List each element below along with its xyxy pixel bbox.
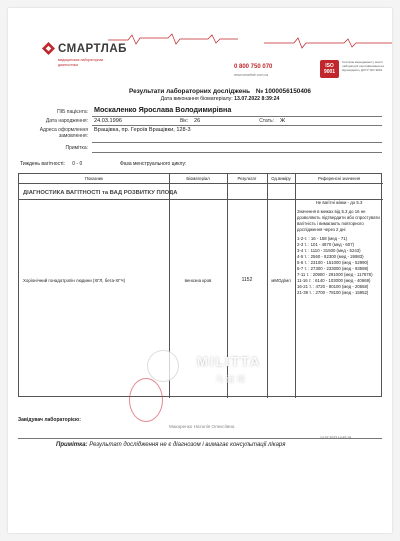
militta-logo-icon — [147, 350, 179, 382]
address-label: Адреса оформлення замовлення: — [39, 127, 88, 139]
col-header-unit: Од.виміру — [271, 176, 291, 181]
address-value: Вращівка, пр. Героїв Вращівки, 128-3 — [94, 127, 191, 133]
col-header-result: Результат — [237, 176, 257, 181]
reference-line: 6-7 т. : 27300 - 233000 (мед - 93598) — [297, 266, 369, 271]
dob-value: 24.03.1996 — [94, 118, 122, 124]
test-name: Хоріонічний гонадотропін людини (ХГЛ, бета-ХГЧ) — [23, 278, 126, 283]
material: венозна кров — [184, 278, 212, 283]
divider — [18, 438, 382, 439]
col-header-material: Біоматеріал — [186, 176, 210, 181]
lab-head-name: Макаренко Наталія Олексіївна — [169, 424, 235, 429]
iso-text: Система менеджменту якості лабораторії сертифікована на відповідність ДСТУ ISO 9001 — [342, 60, 384, 72]
report-title: Результати лабораторних досліджень № 1000056150406 — [129, 88, 311, 95]
ecg-line-icon — [108, 32, 238, 46]
reference-line: 4-5 т. : 2560 - 82300 (мед - 26983) — [297, 254, 364, 259]
lab-head-label: Завідувач лабораторією: — [18, 417, 81, 423]
reference-line: Значення в межах від 5.3 до 16 не дозволяють підтвердити або спростувати вагітність і вимагають повторного дослідження через 2 дні — [297, 209, 380, 232]
reference-line: 3-4 т. : 1110 - 31500 (мед - 5243) — [297, 248, 361, 253]
reference-line: Не вагітні жінки - до 5.3 — [315, 200, 363, 205]
iso-badge: ISO 9001 — [320, 60, 339, 78]
col-header-test: Показник — [85, 176, 103, 181]
sex-label: Стать: — [259, 118, 274, 124]
age-label: Вік: — [179, 118, 188, 124]
patient-name-label: ПІБ пацієнта: — [57, 109, 88, 115]
reference-line: 21-39 т. : 2700 - 78100 (мед - 15952) — [297, 290, 369, 295]
divider — [92, 152, 382, 153]
website: www.smartlab.com.ua — [234, 73, 269, 77]
reference-values — [297, 200, 381, 296]
patient-name: Москаленко Ярослава Володимирівна — [94, 105, 232, 114]
report-header — [8, 8, 392, 78]
hotline-phone: 0 800 750 070 — [234, 64, 273, 70]
logo-text: СМАРТЛАБ — [58, 42, 127, 55]
order-number: № 1000056150406 — [255, 88, 311, 95]
sex-value: Ж — [280, 118, 286, 124]
sample-date: Дата виконання біоматеріалу: 13.07.2022 8:39:24 — [160, 96, 280, 102]
logo-subtitle: медицинская лабораторная диагностика — [58, 58, 104, 67]
reference-line: 7-11 т. : 20900 - 291000 (мед - 117678) — [297, 272, 373, 277]
section-title: ДІАГНОСТИКА ВАГІТНОСТІ та ВАД РОЗВИТКУ ПЛОДА — [23, 190, 178, 196]
divider — [92, 125, 382, 126]
notes-label: Примітка: — [65, 145, 88, 151]
stamp-date: 14.07.2022 14:57:18 — [320, 436, 352, 440]
reference-line: 1-2-т. : 16 - 158 (мед - 71) — [297, 236, 348, 241]
dob-label: Дата народження: — [45, 118, 88, 124]
divider — [92, 116, 382, 117]
ecg-line-icon-right — [264, 36, 392, 50]
disclaimer-note: Примітка: Результат дослідження не є діагнозом і вимагає консультації лікаря — [56, 442, 286, 448]
smartlab-logo-icon — [42, 42, 55, 55]
pregnancy-week: Тиждень вагітності: 0 - 0 — [20, 161, 83, 167]
reference-line: 2-3 т. : 101 - 4870 (мед - 607) — [297, 242, 355, 247]
divider — [92, 142, 382, 143]
cycle-phase-label: Фаза менструального циклу: — [120, 161, 187, 167]
smartlab-logo — [42, 42, 127, 55]
col-header-reference: Референсні значення — [317, 176, 361, 181]
reference-line: 11-16 т. : 6140 - 103000 (мед - 40669) — [297, 278, 371, 283]
unit: мМОд/мл — [271, 278, 291, 283]
age-value: 26 — [194, 118, 201, 124]
reference-line: 16-21 т. : 4720 - 80100 (мед - 20658) — [297, 284, 369, 289]
lab-report-page — [8, 8, 392, 533]
reference-line: 5-6 т. : 23100 - 151000 (мед - 52990) — [297, 260, 369, 265]
result-value: 1152 — [241, 277, 253, 283]
militta-watermark: MILITTA 马丽塔 — [133, 336, 303, 406]
